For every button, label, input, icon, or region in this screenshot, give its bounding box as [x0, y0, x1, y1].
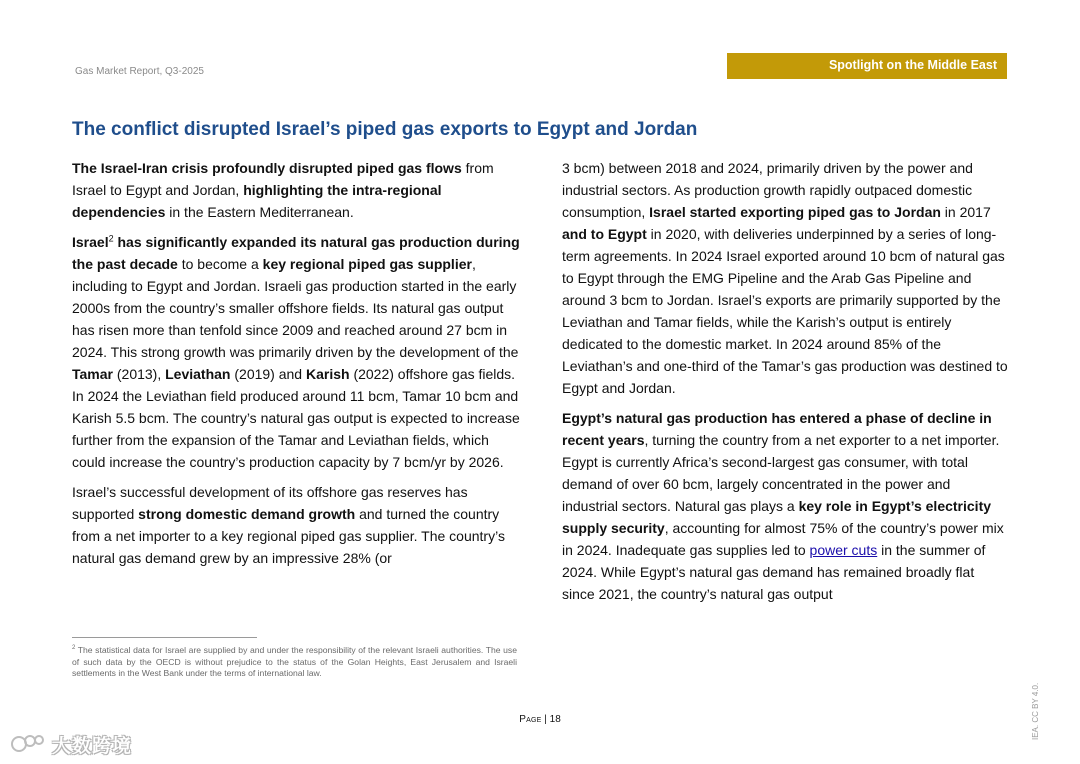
body-text: to become a	[177, 256, 263, 272]
bold-text: key role in Egypt’s electricity supply security	[562, 498, 992, 536]
footnote-reference[interactable]: 2	[108, 233, 114, 244]
license-text: IEA. CC BY 4.0.	[1031, 682, 1040, 740]
bold-text: The Israel-Iran crisis profoundly disrupted piped gas flows	[72, 160, 462, 176]
bold-text: strong domestic demand growth	[138, 506, 356, 522]
report-name: Gas Market Report, Q3-2025	[75, 66, 204, 77]
footnote-marker: 2	[72, 645, 76, 652]
bold-text: Leviathan	[165, 366, 231, 382]
body-text: , including to Egypt and Jordan. Israeli gas production started in the early 2000s from the country’s smaller offshore fields. Its natural gas output has risen more than tenfold since 2009 and reached around 27 bcm in 2024. This strong growth was primarily driven by the development of the	[72, 256, 519, 360]
paragraph-egypt-decline	[562, 407, 1010, 605]
body-text: , turning the country from a net exporter to a net importer. Egypt is currently Africa’s second-largest gas consumer, with total demand of over 60 bcm, largely concentrated in the power and industrial sectors. Natural gas plays a	[562, 432, 1000, 514]
watermark-text: 大数跨境	[52, 735, 133, 757]
footnote-text: The statistical data for Israel are supplied by and under the responsibility of the relevant Israeli authorities. The use of such data by the OECD is without prejudice to the status of the Golan Heights, East Jerusalem and Israeli settlements in the West Bank under the terms of international law.	[72, 645, 517, 679]
right-column	[562, 157, 1010, 613]
bold-text: highlighting the intra-regional dependencies	[72, 182, 442, 220]
page-number-value: 18	[549, 714, 561, 725]
power-cuts-link[interactable]: power cuts	[809, 542, 878, 558]
footnote	[72, 645, 517, 680]
page-title: The conflict disrupted Israel’s piped gas exports to Egypt and Jordan	[72, 119, 698, 140]
watermark-logo-icon	[10, 732, 46, 756]
body-text: in 2020, with deliveries underpinned by a series of long-term agreements. In 2024 Israel exported around 10 bcm of natural gas to Egypt through the EMG Pipeline and the Arab Gas Pipeline and around 3 bcm to Jordan. Israel’s exports are primarily supported by the Leviathan and Tamar fields, while the Karish’s output is entirely dedicated to the domestic market. In 2024 around 85% of the Leviathan’s and one-third of the Tamar’s gas production was destined to Egypt and Jordan.	[562, 226, 1008, 396]
bold-text: has significantly expanded its natural gas production during the past decade	[72, 234, 520, 272]
footnote-divider	[72, 637, 257, 638]
paragraph-israel-demand	[72, 481, 520, 569]
body-text: and turned the country from a net importer to a key regional piped gas supplier. The country’s natural gas demand grew by an impressive 28% (or	[72, 506, 505, 566]
body-text: from Israel to Egypt and Jordan,	[72, 160, 494, 198]
bold-text: and to Egypt	[562, 226, 647, 242]
paragraph-israel-exports	[562, 157, 1010, 399]
bold-text: Israel	[72, 234, 109, 250]
body-text: (2022) offshore gas fields. In 2024 the Leviathan field produced around 11 bcm, Tamar 10 bcm and Karish 5.5 bcm. The country’s natural gas output is expected to increase further from the expansion of the Tamar and Leviathan fields, which could increase the country’s production capacity by 7 bcm/yr by 2026.	[72, 366, 520, 470]
body-text: in 2017	[940, 204, 991, 220]
bold-text: Israel started exporting piped gas to Jordan	[649, 204, 941, 220]
watermark	[10, 730, 132, 758]
body-text: in the summer of 2024. While Egypt’s natural gas demand has remained broadly flat since 2021, the country’s natural gas output	[562, 542, 986, 602]
page-separator: |	[541, 714, 550, 725]
bold-text: Karish	[305, 366, 350, 382]
body-text: 3 bcm) between 2018 and 2024, primarily driven by the power and industrial sectors. As production growth rapidly outpaced domestic consumption,	[562, 160, 973, 220]
paragraph-israel-production	[72, 231, 520, 473]
body-text: (2019) and	[230, 366, 306, 382]
bold-text: Tamar	[72, 366, 113, 382]
body-text: in the Eastern Mediterranean.	[165, 204, 354, 220]
body-text: (2013),	[112, 366, 166, 382]
bold-text: Egypt’s natural gas production has entered a phase of decline in recent years	[562, 410, 992, 448]
section-banner: Spotlight on the Middle East	[727, 53, 1007, 79]
paragraph-crisis	[72, 157, 520, 223]
bold-text: key regional piped gas supplier	[262, 256, 472, 272]
page-number	[0, 714, 1080, 725]
page-label: Page	[519, 714, 542, 725]
body-text: Israel’s successful development of its offshore gas reserves has supported	[72, 484, 468, 522]
left-column	[72, 157, 520, 577]
body-text: , accounting for almost 75% of the country’s power mix in 2024. Inadequate gas supplies led to	[562, 520, 1004, 558]
